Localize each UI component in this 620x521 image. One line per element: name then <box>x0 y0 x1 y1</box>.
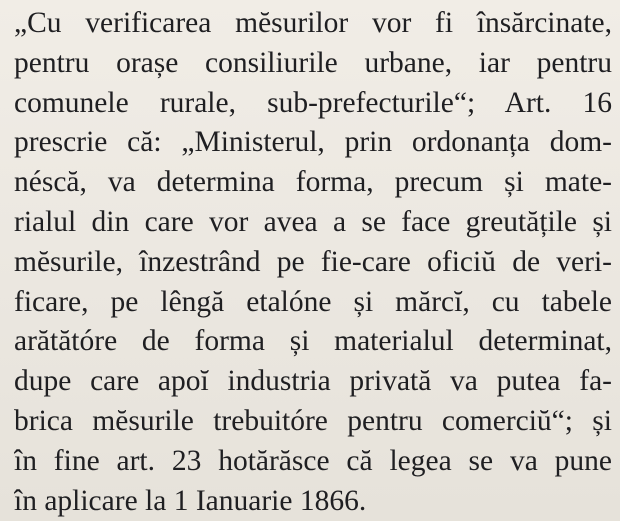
text-line-4: prescrie că: „Ministerul, prin ordonanța dom- <box>14 126 612 159</box>
text-line-6: rialul din care vor avea a se face greutățile și <box>14 205 612 238</box>
text-line-7: mĕsurile, înzestrând pe fie-care oficiŭ de veri- <box>14 245 612 278</box>
text-line-8: ficare, pe lêngă etalóne și mărcĭ, cu tabele <box>14 285 612 318</box>
text-line-12: în fine art. 23 hotărăsce că legea se va pune <box>14 444 612 477</box>
text-line-3: comunele rurale, sub-prefecturile“; Art. 16 <box>14 86 612 119</box>
text-line-5: néscă, va determina forma, precum și mate- <box>14 166 612 199</box>
text-line-13: în aplicare la 1 Ianuarie 1866. <box>14 484 367 517</box>
text-line-9: arătătóre de forma și materialul determinat, <box>14 325 612 358</box>
text-line-2: pentru orașe consiliurile urbane, iar pentru <box>14 46 612 79</box>
text-line-1: „Cu verificarea mĕsurilor vor fi însărcinate, <box>14 7 612 39</box>
text-line-11: brica mĕsurile trebuitóre pentru comerciŭ“; și <box>14 404 612 437</box>
paragraph <box>14 4 612 521</box>
text-line-10: dupe care apoĭ industria privată va putea fa- <box>14 365 612 398</box>
